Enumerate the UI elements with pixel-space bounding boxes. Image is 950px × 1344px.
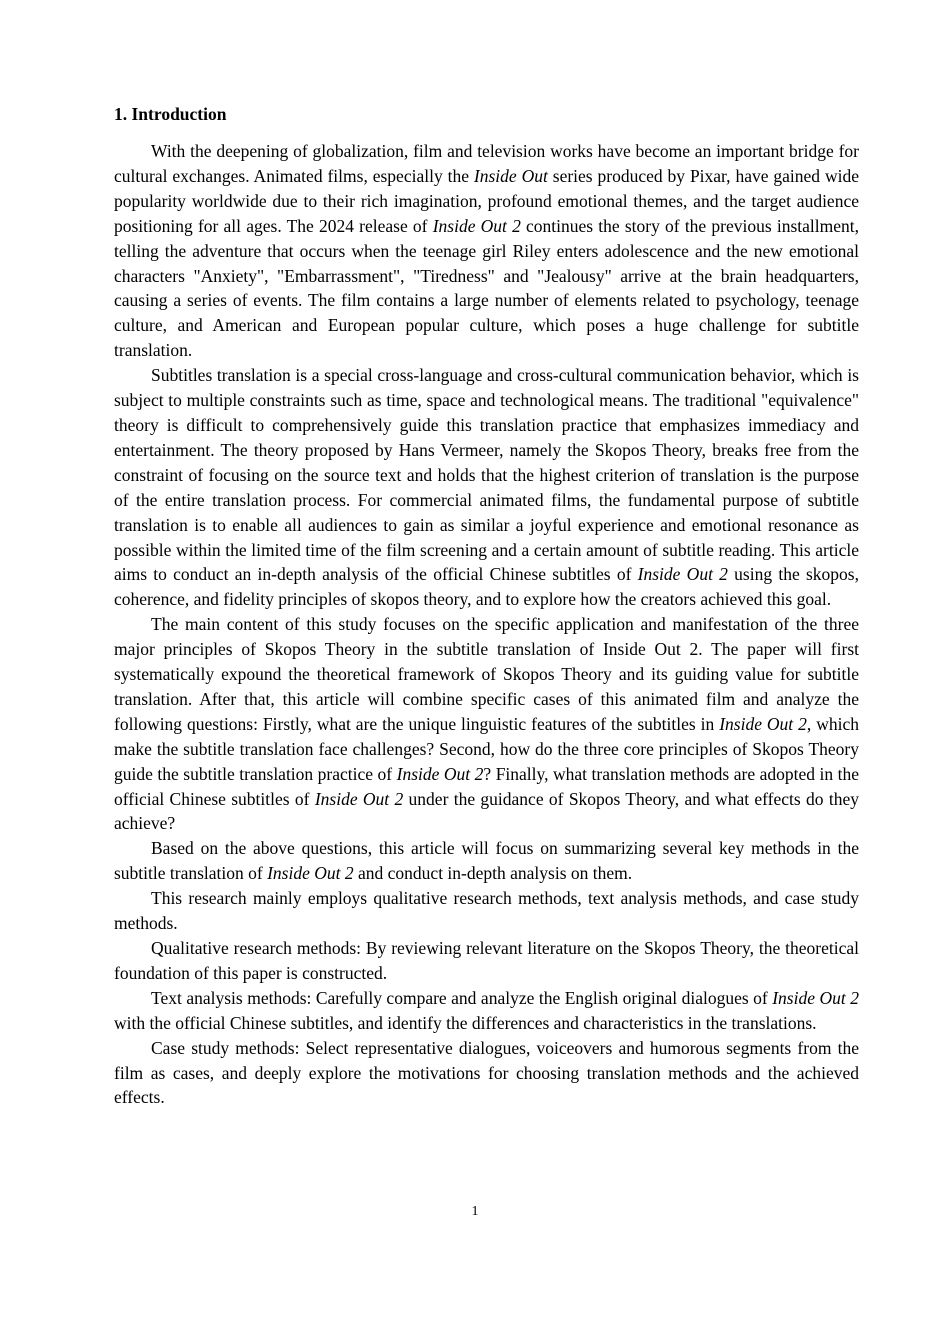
paragraph bbox=[114, 836, 859, 886]
paragraph-text: ? Finally, what translation methods are adopted in the official Chinese subtitles of bbox=[114, 763, 859, 809]
paragraph bbox=[114, 886, 859, 936]
italic-title-text: Inside Out 2 bbox=[719, 713, 807, 734]
paragraph-text: with the official Chinese subtitles, and identify the differences and characteristics in the translations. bbox=[114, 1012, 817, 1033]
paragraph-text: Qualitative research methods: By reviewing relevant literature on the Skopos Theory, the theoretical foundation of this paper is constructed. bbox=[114, 938, 859, 983]
paragraph bbox=[114, 363, 859, 612]
italic-title-text: Inside Out 2 bbox=[267, 863, 354, 884]
paragraph-text: The main content of this study focuses on the specific application and manifestation of the three major principles of Skopos Theory in the subtitle translation of Inside Out 2. The paper will first systematically expound the theoretical framework of Skopos Theory and its guiding value for subtitle translation. After that, this article will combine specific cases of this animated film and analyze the following questions: Firstly, what are the unique linguistic features of the subtitles in bbox=[114, 614, 859, 734]
paragraph-text: Case study methods: Select representative dialogues, voiceovers and humorous segments from the film as cases, and deeply explore the motivations for choosing translation methods and the achieved effects. bbox=[114, 1037, 859, 1108]
section-heading: 1. Introduction bbox=[114, 104, 227, 124]
italic-title-text: Inside Out 2 bbox=[637, 564, 728, 585]
paragraph-text: Based on the above questions, this article will focus on summarizing several key methods in the subtitle translation of bbox=[114, 838, 859, 884]
section-body bbox=[114, 139, 859, 1110]
paragraph-text: continues the story of the previous installment, telling the adventure that occurs when the teenage girl Riley enters adolescence and the new emotional characters "Anxiety", "Embarrassment", "Tiredness" and "Jealousy" arrive at the brain headquarters, causing a series of events. The film contains a large number of elements related to psychology, teenage culture, and American and European popular culture, which poses a huge challenge for subtitle translation. bbox=[114, 215, 859, 361]
paragraph-text: and conduct in-depth analysis on them. bbox=[353, 863, 633, 884]
paragraph-text: under the guidance of Skopos Theory, and what effects do they achieve? bbox=[114, 788, 859, 834]
page-number: 1 bbox=[471, 1204, 479, 1219]
italic-title-text: Inside Out 2 bbox=[396, 763, 484, 784]
paragraph-text: , which make the subtitle translation face challenges? Second, how do the three core principles of Skopos Theory guide the subtitle translation practice of bbox=[114, 713, 859, 784]
italic-title-text: Inside Out 2 bbox=[432, 215, 521, 236]
paragraph-text: series produced by Pixar, have gained wide popularity worldwide due to their rich imagination, profound emotional themes, and the target audience positioning for all ages. The 2024 release of bbox=[114, 165, 859, 236]
paragraph-text: Text analysis methods: Carefully compare and analyze the English original dialogues of bbox=[151, 987, 773, 1008]
paragraph-text: using the skopos, coherence, and fidelity principles of skopos theory, and to explore how the creators achieved this goal. bbox=[114, 564, 859, 610]
italic-title-text: Inside Out 2 bbox=[772, 987, 859, 1008]
paragraph bbox=[114, 1036, 859, 1111]
paragraph bbox=[114, 986, 859, 1036]
paragraph bbox=[114, 612, 859, 836]
paragraph-text: This research mainly employs qualitative research methods, text analysis methods, and case study methods. bbox=[114, 888, 859, 934]
paragraph bbox=[114, 139, 859, 363]
italic-title-text: Inside Out 2 bbox=[314, 788, 404, 809]
paragraph-text: With the deepening of globalization, film and television works have become an important bridge for cultural exchanges. Animated films, especially the bbox=[114, 141, 859, 186]
italic-title-text: Inside Out bbox=[473, 165, 548, 186]
paragraph bbox=[114, 936, 859, 986]
document-page bbox=[114, 102, 859, 1110]
paragraph-text: Subtitles translation is a special cross-language and cross-cultural communication behavior, which is subject to multiple constraints such as time, space and technological means. The traditional "equivalence" theory is difficult to comprehensively guide this translation practice that emphasizes immediacy and entertainment. The theory proposed by Hans Vermeer, namely the Skopos Theory, breaks free from the constraint of focusing on the source text and holds that the highest criterion of translation is the purpose of the entire translation process. For commercial animated films, the fundamental purpose of subtitle translation is to enable all audiences to gain as similar a joyful experience and emotional resonance as possible within the limited time of the film screening and a certain amount of subtitle reading. This article aims to conduct an in-depth analysis of the official Chinese subtitles of bbox=[114, 365, 859, 585]
